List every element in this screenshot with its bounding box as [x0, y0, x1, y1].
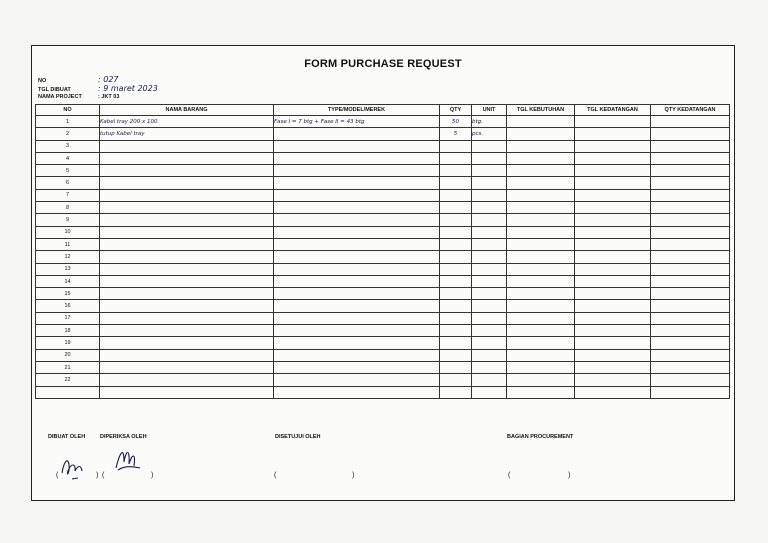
row-tgl-kedatangan-cell	[575, 312, 651, 324]
row-nama-barang-cell	[100, 361, 274, 373]
row-tgl-kebutuhan-cell	[507, 226, 575, 238]
row-qty-cell	[440, 288, 472, 300]
row-unit-cell: btg.	[472, 116, 507, 128]
row-unit-cell	[472, 165, 507, 177]
row-unit-cell	[472, 189, 507, 201]
row-qty-kedatangan-cell	[651, 116, 730, 128]
row-type-cell	[274, 128, 440, 140]
row-qty-kedatangan-cell	[651, 386, 730, 398]
row-qty-cell	[440, 374, 472, 386]
row-qty-kedatangan-cell	[651, 152, 730, 164]
row-tgl-kedatangan-cell	[575, 116, 651, 128]
row-tgl-kebutuhan-cell	[507, 263, 575, 275]
close-paren-disetujui: )	[352, 472, 355, 479]
row-unit-cell	[472, 349, 507, 361]
row-tgl-kedatangan-cell	[575, 140, 651, 152]
purchase-request-form	[31, 45, 735, 501]
row-qty-cell	[440, 275, 472, 287]
row-nama-barang-cell	[100, 214, 274, 226]
row-nama-barang-cell	[100, 288, 274, 300]
row-tgl-kedatangan-cell	[575, 361, 651, 373]
row-type-cell	[274, 275, 440, 287]
row-qty-cell	[440, 300, 472, 312]
row-nama-barang-cell: tutup Kabel tray	[100, 128, 274, 140]
row-unit-cell	[472, 288, 507, 300]
row-tgl-kebutuhan-cell	[507, 202, 575, 214]
row-qty-kedatangan-cell	[651, 177, 730, 189]
row-no-cell: 7	[36, 189, 100, 201]
table-row	[36, 251, 730, 263]
row-nama-barang-cell: Kabel tray 200 x 100	[100, 116, 274, 128]
row-unit-cell	[472, 337, 507, 349]
row-tgl-kebutuhan-cell	[507, 349, 575, 361]
row-type-cell	[274, 165, 440, 177]
table-row	[36, 374, 730, 386]
table-row	[36, 189, 730, 201]
form-title: FORM PURCHASE REQUEST	[304, 58, 462, 70]
row-qty-kedatangan-cell	[651, 275, 730, 287]
row-qty-kedatangan-cell	[651, 189, 730, 201]
row-qty-cell	[440, 177, 472, 189]
row-qty-cell	[440, 312, 472, 324]
open-paren-disetujui: (	[274, 472, 277, 479]
close-paren-diperiksa: )	[151, 472, 154, 479]
row-qty-kedatangan-cell	[651, 238, 730, 250]
header-qty: QTY	[440, 105, 472, 116]
row-tgl-kedatangan-cell	[575, 189, 651, 201]
dibuat-oleh-label: DIBUAT OLEH	[48, 434, 86, 440]
row-tgl-kedatangan-cell	[575, 386, 651, 398]
open-paren-procurement: (	[508, 472, 511, 479]
row-unit-cell	[472, 140, 507, 152]
row-nama-barang-cell	[100, 152, 274, 164]
row-tgl-kedatangan-cell	[575, 177, 651, 189]
table-row	[36, 214, 730, 226]
row-type-cell: Fase I = 7 btg + Fase II = 43 btg	[274, 116, 440, 128]
row-unit-cell	[472, 177, 507, 189]
row-unit-cell	[472, 300, 507, 312]
row-type-cell	[274, 374, 440, 386]
row-no-cell: 13	[36, 263, 100, 275]
row-tgl-kedatangan-cell	[575, 325, 651, 337]
row-tgl-kebutuhan-cell	[507, 337, 575, 349]
row-type-cell	[274, 251, 440, 263]
row-qty-cell	[440, 165, 472, 177]
row-nama-barang-cell	[100, 189, 274, 201]
row-tgl-kedatangan-cell	[575, 275, 651, 287]
signature-dibuat	[56, 451, 99, 483]
row-tgl-kebutuhan-cell	[507, 275, 575, 287]
header-no: NO	[36, 105, 100, 116]
row-tgl-kedatangan-cell	[575, 238, 651, 250]
row-no-cell: 17	[36, 312, 100, 324]
row-nama-barang-cell	[100, 349, 274, 361]
row-nama-barang-cell	[100, 325, 274, 337]
table-row	[36, 128, 730, 140]
header-tgl-kebutuhan: TGL KEBUTUHAN	[507, 105, 575, 116]
diperiksa-oleh-label: DIPERIKSA OLEH	[100, 434, 147, 440]
row-no-cell: 6	[36, 177, 100, 189]
header-tgl-kedatangan: TGL KEDATANGAN	[575, 105, 651, 116]
row-unit-cell	[472, 325, 507, 337]
row-qty-kedatangan-cell	[651, 288, 730, 300]
meta-tgl	[38, 84, 158, 93]
header-nama-barang: NAMA BARANG	[100, 105, 274, 116]
row-type-cell	[274, 300, 440, 312]
row-tgl-kedatangan-cell	[575, 374, 651, 386]
row-qty-cell	[440, 251, 472, 263]
row-qty-cell	[440, 361, 472, 373]
meta-project	[38, 94, 119, 100]
row-unit-cell	[472, 374, 507, 386]
tgl-label: TGL DIBUAT	[38, 87, 71, 93]
row-unit-cell	[472, 202, 507, 214]
row-tgl-kedatangan-cell	[575, 128, 651, 140]
row-no-cell: 3	[36, 140, 100, 152]
row-qty-kedatangan-cell	[651, 374, 730, 386]
row-qty-cell	[440, 325, 472, 337]
row-qty-kedatangan-cell	[651, 325, 730, 337]
row-tgl-kebutuhan-cell	[507, 152, 575, 164]
row-qty-kedatangan-cell	[651, 214, 730, 226]
row-nama-barang-cell	[100, 312, 274, 324]
header-qty-kedatangan: QTY KEDATANGAN	[651, 105, 730, 116]
table-row	[36, 238, 730, 250]
items-table	[35, 104, 730, 399]
row-tgl-kedatangan-cell	[575, 300, 651, 312]
row-qty-cell	[440, 140, 472, 152]
table-row	[36, 226, 730, 238]
row-qty-cell: 50	[440, 116, 472, 128]
row-no-cell: 20	[36, 349, 100, 361]
row-tgl-kebutuhan-cell	[507, 361, 575, 373]
table-header-row	[36, 105, 730, 116]
row-nama-barang-cell	[100, 263, 274, 275]
row-unit-cell	[472, 361, 507, 373]
row-no-cell: 9	[36, 214, 100, 226]
no-label: NO	[38, 78, 47, 84]
row-tgl-kebutuhan-cell	[507, 312, 575, 324]
row-no-cell	[36, 386, 100, 398]
row-tgl-kebutuhan-cell	[507, 386, 575, 398]
row-no-cell: 21	[36, 361, 100, 373]
table-row	[36, 116, 730, 128]
row-qty-kedatangan-cell	[651, 251, 730, 263]
row-tgl-kebutuhan-cell	[507, 189, 575, 201]
open-paren-dibuat: (	[56, 472, 59, 479]
row-qty-kedatangan-cell	[651, 202, 730, 214]
row-nama-barang-cell	[100, 251, 274, 263]
row-nama-barang-cell	[100, 140, 274, 152]
row-type-cell	[274, 238, 440, 250]
table-row	[36, 288, 730, 300]
row-tgl-kedatangan-cell	[575, 165, 651, 177]
row-type-cell	[274, 189, 440, 201]
row-no-cell: 15	[36, 288, 100, 300]
row-type-cell	[274, 214, 440, 226]
row-no-cell: 18	[36, 325, 100, 337]
row-no-cell: 22	[36, 374, 100, 386]
table-row	[36, 337, 730, 349]
row-tgl-kebutuhan-cell	[507, 300, 575, 312]
row-tgl-kebutuhan-cell	[507, 128, 575, 140]
row-no-cell: 16	[36, 300, 100, 312]
row-qty-cell	[440, 238, 472, 250]
row-no-cell: 4	[36, 152, 100, 164]
row-type-cell	[274, 226, 440, 238]
row-qty-cell: 5	[440, 128, 472, 140]
row-unit-cell	[472, 312, 507, 324]
row-unit-cell	[472, 238, 507, 250]
row-tgl-kedatangan-cell	[575, 226, 651, 238]
row-type-cell	[274, 337, 440, 349]
row-type-cell	[274, 152, 440, 164]
row-unit-cell	[472, 263, 507, 275]
row-no-cell: 12	[36, 251, 100, 263]
row-qty-kedatangan-cell	[651, 263, 730, 275]
row-type-cell	[274, 361, 440, 373]
row-type-cell	[274, 140, 440, 152]
table-row	[36, 361, 730, 373]
signature-diperiksa	[110, 442, 146, 476]
table-row	[36, 152, 730, 164]
row-qty-kedatangan-cell	[651, 312, 730, 324]
table-row	[36, 386, 730, 398]
row-no-cell: 5	[36, 165, 100, 177]
table-row	[36, 325, 730, 337]
row-tgl-kebutuhan-cell	[507, 140, 575, 152]
row-type-cell	[274, 349, 440, 361]
row-no-cell: 14	[36, 275, 100, 287]
row-tgl-kedatangan-cell	[575, 251, 651, 263]
row-tgl-kedatangan-cell	[575, 288, 651, 300]
row-qty-kedatangan-cell	[651, 128, 730, 140]
header-unit: UNIT	[472, 105, 507, 116]
row-tgl-kedatangan-cell	[575, 152, 651, 164]
row-qty-kedatangan-cell	[651, 337, 730, 349]
row-tgl-kedatangan-cell	[575, 349, 651, 361]
row-qty-kedatangan-cell	[651, 165, 730, 177]
row-unit-cell	[472, 214, 507, 226]
row-nama-barang-cell	[100, 275, 274, 287]
row-type-cell	[274, 325, 440, 337]
row-type-cell	[274, 288, 440, 300]
row-nama-barang-cell	[100, 337, 274, 349]
open-paren-diperiksa: (	[102, 472, 105, 479]
row-no-cell: 11	[36, 238, 100, 250]
row-type-cell	[274, 263, 440, 275]
table-row	[36, 165, 730, 177]
row-nama-barang-cell	[100, 226, 274, 238]
row-tgl-kebutuhan-cell	[507, 251, 575, 263]
row-unit-cell	[472, 152, 507, 164]
row-qty-kedatangan-cell	[651, 140, 730, 152]
row-no-cell: 1	[36, 116, 100, 128]
row-qty-cell	[440, 226, 472, 238]
table-row	[36, 263, 730, 275]
row-nama-barang-cell	[100, 238, 274, 250]
row-qty-kedatangan-cell	[651, 349, 730, 361]
row-unit-cell	[472, 226, 507, 238]
row-type-cell	[274, 202, 440, 214]
row-qty-kedatangan-cell	[651, 226, 730, 238]
row-no-cell: 2	[36, 128, 100, 140]
row-qty-cell	[440, 349, 472, 361]
table-row	[36, 177, 730, 189]
row-qty-cell	[440, 263, 472, 275]
row-qty-cell	[440, 337, 472, 349]
row-no-cell: 8	[36, 202, 100, 214]
row-type-cell	[274, 312, 440, 324]
tgl-value: : 9 maret 2023	[98, 84, 158, 93]
row-nama-barang-cell	[100, 300, 274, 312]
row-tgl-kedatangan-cell	[575, 263, 651, 275]
close-paren-dibuat: )	[96, 472, 99, 479]
table-row	[36, 300, 730, 312]
row-tgl-kebutuhan-cell	[507, 214, 575, 226]
row-qty-cell	[440, 189, 472, 201]
row-qty-cell	[440, 202, 472, 214]
row-qty-cell	[440, 386, 472, 398]
row-nama-barang-cell	[100, 165, 274, 177]
row-tgl-kedatangan-cell	[575, 214, 651, 226]
row-tgl-kebutuhan-cell	[507, 238, 575, 250]
project-label: NAMA PROJECT	[38, 94, 82, 100]
row-type-cell	[274, 177, 440, 189]
project-value: : JKT 03	[98, 94, 120, 100]
table-row	[36, 140, 730, 152]
close-paren-procurement: )	[568, 472, 571, 479]
row-no-cell: 19	[36, 337, 100, 349]
row-tgl-kedatangan-cell	[575, 202, 651, 214]
row-unit-cell: pcs.	[472, 128, 507, 140]
row-nama-barang-cell	[100, 177, 274, 189]
header-type-model-merek: TYPE/MODEL/MEREK	[274, 105, 440, 116]
table-row	[36, 202, 730, 214]
row-unit-cell	[472, 251, 507, 263]
table-row	[36, 312, 730, 324]
no-value: : 027	[98, 75, 119, 84]
meta-no	[38, 75, 119, 84]
table-row	[36, 275, 730, 287]
row-tgl-kebutuhan-cell	[507, 177, 575, 189]
row-qty-kedatangan-cell	[651, 300, 730, 312]
row-unit-cell	[472, 386, 507, 398]
disetujui-oleh-label: DISETUJUI OLEH	[275, 434, 321, 440]
row-qty-cell	[440, 214, 472, 226]
row-unit-cell	[472, 275, 507, 287]
row-tgl-kebutuhan-cell	[507, 116, 575, 128]
row-nama-barang-cell	[100, 386, 274, 398]
row-tgl-kebutuhan-cell	[507, 374, 575, 386]
row-nama-barang-cell	[100, 202, 274, 214]
row-nama-barang-cell	[100, 374, 274, 386]
row-tgl-kedatangan-cell	[575, 337, 651, 349]
row-type-cell	[274, 386, 440, 398]
row-tgl-kebutuhan-cell	[507, 325, 575, 337]
row-tgl-kebutuhan-cell	[507, 165, 575, 177]
row-tgl-kebutuhan-cell	[507, 288, 575, 300]
row-qty-cell	[440, 152, 472, 164]
bagian-procurement-label: BAGIAN PROCUREMENT	[507, 434, 574, 440]
row-qty-kedatangan-cell	[651, 361, 730, 373]
row-no-cell: 10	[36, 226, 100, 238]
table-row	[36, 349, 730, 361]
